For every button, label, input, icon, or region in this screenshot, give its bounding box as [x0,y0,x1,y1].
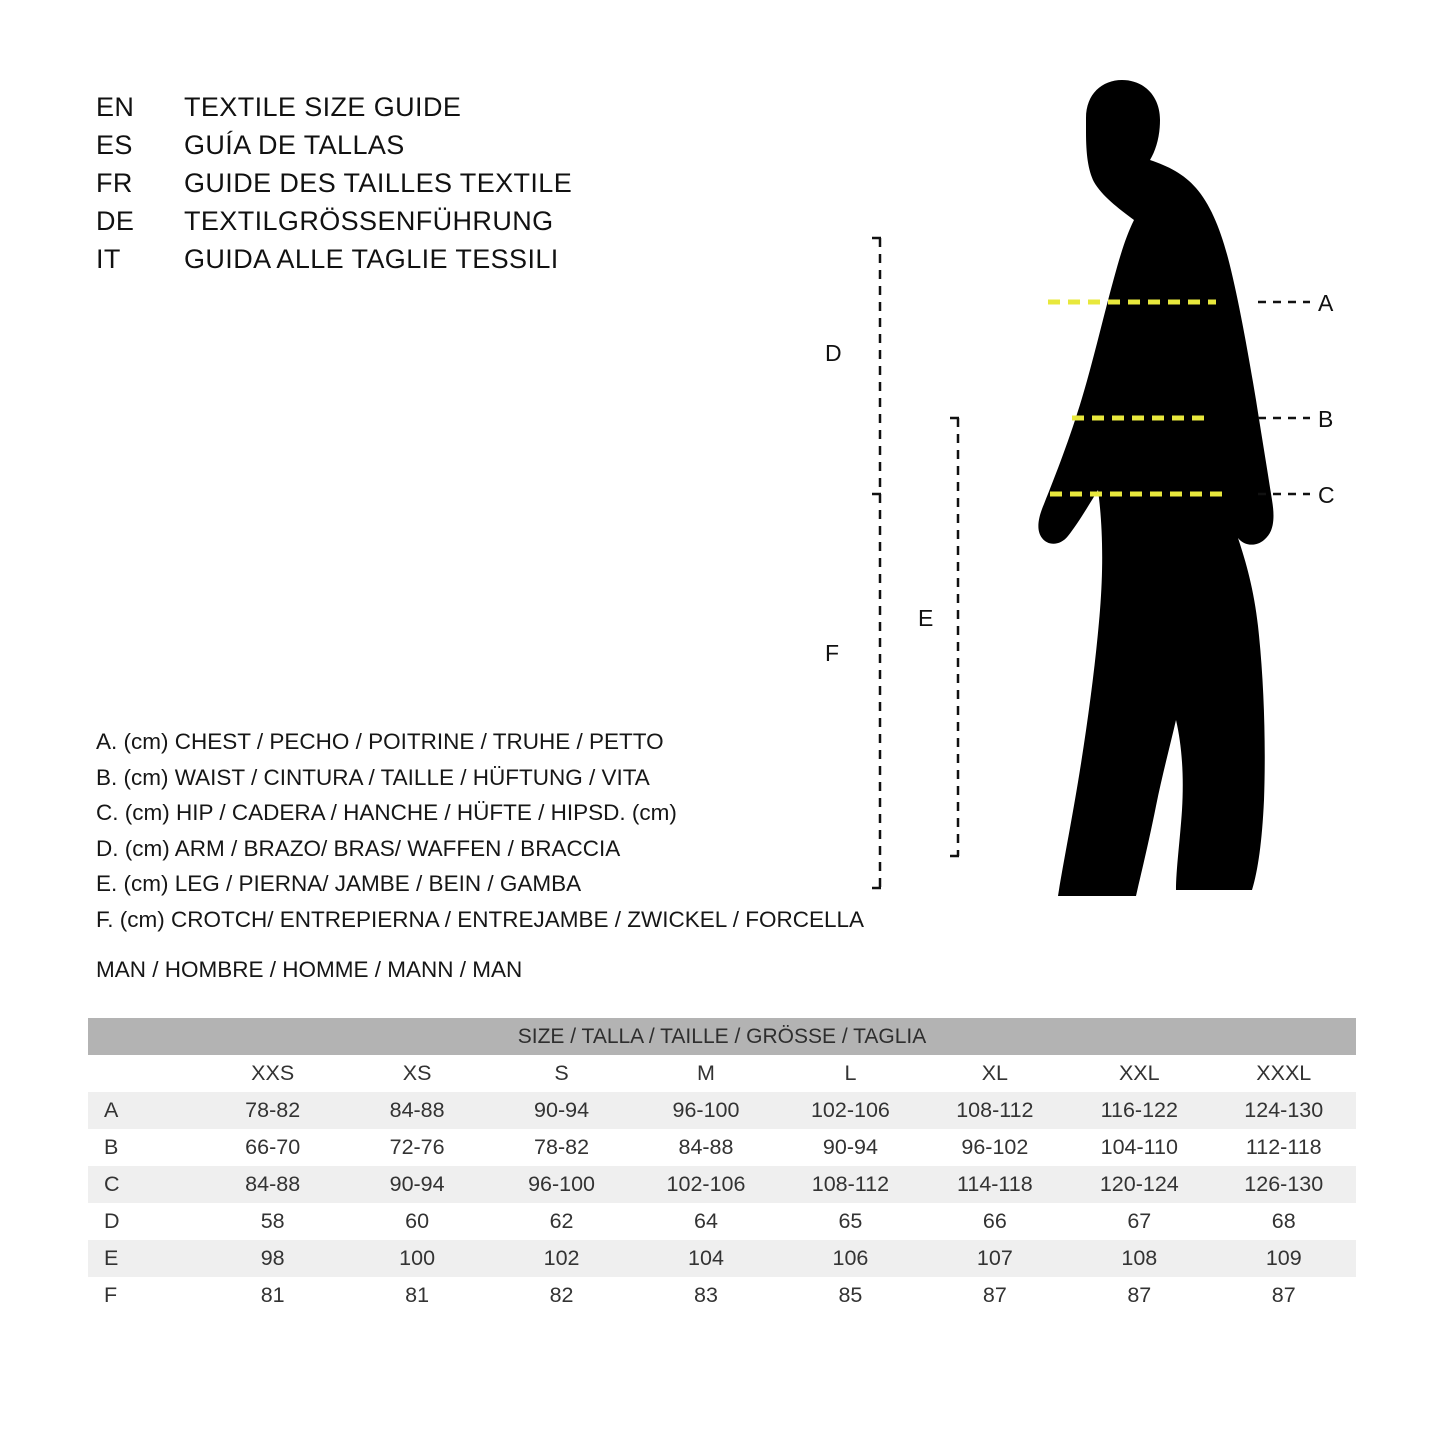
cell-e-xs: 100 [345,1240,489,1277]
legend-item-c: C. (cm) HIP / CADERA / HANCHE / HÜFTE / HIPSD. (cm) [96,800,677,825]
title-text-es: GUÍA DE TALLAS [184,130,405,160]
cell-a-xl: 108-112 [923,1092,1067,1129]
cell-c-m: 102-106 [634,1166,778,1203]
cell-a-s: 90-94 [489,1092,633,1129]
cell-b-m: 84-88 [634,1129,778,1166]
legend-item-e: E. (cm) LEG / PIERNA/ JAMBE / BEIN / GAMBA [96,871,582,896]
title-lang-en: EN [96,92,135,122]
cell-b-xl: 96-102 [923,1129,1067,1166]
table-header-title: SIZE / TALLA / TAILLE / GRÖSSE / TAGLIA [88,1018,1356,1055]
legend-block [96,724,896,937]
cell-e-s: 102 [489,1240,633,1277]
col-header-m: M [634,1055,778,1092]
cell-d-xl: 66 [923,1203,1067,1240]
title-lang-es: ES [96,130,133,160]
table-row [88,1203,1356,1240]
cell-b-xs: 72-76 [345,1129,489,1166]
cell-d-s: 62 [489,1203,633,1240]
row-label-f: F [88,1277,200,1314]
cell-d-m: 64 [634,1203,778,1240]
title-text-en: TEXTILE SIZE GUIDE [184,92,462,122]
dimension-e-bracket [950,418,966,856]
corner-cell [88,1055,200,1092]
vertical-dimensions [872,238,966,888]
title-row-de [96,202,736,240]
cell-c-xxl: 120-124 [1067,1166,1211,1203]
col-header-xxs: XXS [200,1055,344,1092]
cell-e-xxxl: 109 [1212,1240,1356,1277]
size-table-wrapper [88,1018,1356,1314]
row-label-b: B [88,1129,200,1166]
legend-item-a: A. (cm) CHEST / PECHO / POITRINE / TRUHE / PETTO [96,729,664,754]
dimension-label-e: E [918,605,934,631]
dimension-label-f: F [825,640,840,666]
col-header-xxxl: XXXL [1212,1055,1356,1092]
cell-d-xs: 60 [345,1203,489,1240]
male-silhouette-icon [1038,80,1273,896]
table-row [88,1092,1356,1129]
dimension-f-bracket [872,494,888,888]
cell-a-xxxl: 124-130 [1212,1092,1356,1129]
dimension-label-c: C [1318,482,1335,508]
title-text-it: GUIDA ALLE TAGLIE TESSILI [184,244,559,274]
table-header-band [88,1018,1356,1055]
cell-f-l: 85 [778,1277,922,1314]
legend-item-f: F. (cm) CROTCH/ ENTREPIERNA / ENTREJAMBE / ZWICKEL / FORCELLA [96,906,864,932]
cell-e-xxs: 98 [200,1240,344,1277]
cell-a-m: 96-100 [634,1092,778,1129]
cell-f-s: 82 [489,1277,633,1314]
cell-a-xxl: 116-122 [1067,1092,1211,1129]
dimension-d-bracket [872,238,888,494]
dimension-label-d: D [825,340,842,366]
row-label-c: C [88,1166,200,1203]
cell-f-xs: 81 [345,1277,489,1314]
title-row-es [96,126,736,164]
cell-c-l: 108-112 [778,1166,922,1203]
size-table [88,1018,1356,1314]
cell-c-s: 96-100 [489,1166,633,1203]
legend-item-d: D. (cm) ARM / BRAZO/ BRAS/ WAFFEN / BRACCIA [96,835,621,861]
gender-label: MAN / HOMBRE / HOMME / MANN / MAN [96,957,523,982]
row-label-d: D [88,1203,200,1240]
table-column-header-row [88,1055,1356,1092]
cell-f-m: 83 [634,1277,778,1314]
col-header-s: S [489,1055,633,1092]
col-header-xl: XL [923,1055,1067,1092]
cell-b-xxs: 66-70 [200,1129,344,1166]
cell-e-xl: 107 [923,1240,1067,1277]
dimension-label-a: A [1318,290,1334,316]
title-text-de: TEXTILGRÖSSENFÜHRUNG [184,206,554,236]
col-header-xxl: XXL [1067,1055,1211,1092]
title-block [96,88,736,278]
title-lang-fr: FR [96,168,133,198]
cell-b-l: 90-94 [778,1129,922,1166]
title-row-en [96,88,736,126]
silhouette-svg [850,70,1370,950]
col-header-xs: XS [345,1055,489,1092]
cell-c-xxs: 84-88 [200,1166,344,1203]
cell-e-m: 104 [634,1240,778,1277]
table-row [88,1240,1356,1277]
cell-d-xxxl: 68 [1212,1203,1356,1240]
cell-e-l: 106 [778,1240,922,1277]
row-label-e: E [88,1240,200,1277]
table-row [88,1277,1356,1314]
cell-a-xxs: 78-82 [200,1092,344,1129]
title-row-fr [96,164,736,202]
cell-d-xxl: 67 [1067,1203,1211,1240]
table-row [88,1129,1356,1166]
cell-c-xl: 114-118 [923,1166,1067,1203]
cell-a-xs: 84-88 [345,1092,489,1129]
table-row [88,1166,1356,1203]
dimension-label-b: B [1318,406,1334,432]
cell-d-xxs: 58 [200,1203,344,1240]
title-lang-it: IT [96,244,121,274]
title-lang-de: DE [96,206,135,236]
cell-b-xxxl: 112-118 [1212,1129,1356,1166]
title-row-it [96,240,736,278]
cell-b-s: 78-82 [489,1129,633,1166]
measurement-diagram [825,70,1370,950]
col-header-l: L [778,1055,922,1092]
cell-f-xl: 87 [923,1277,1067,1314]
cell-a-l: 102-106 [778,1092,922,1129]
cell-b-xxl: 104-110 [1067,1129,1211,1166]
cell-e-xxl: 108 [1067,1240,1211,1277]
row-label-a: A [88,1092,200,1129]
cell-f-xxxl: 87 [1212,1277,1356,1314]
cell-c-xs: 90-94 [345,1166,489,1203]
cell-c-xxxl: 126-130 [1212,1166,1356,1203]
legend-item-b: B. (cm) WAIST / CINTURA / TAILLE / HÜFTUNG / VITA [96,764,650,790]
cell-f-xxl: 87 [1067,1277,1211,1314]
title-text-fr: GUIDE DES TAILLES TEXTILE [184,168,573,198]
cell-f-xxs: 81 [200,1277,344,1314]
cell-d-l: 65 [778,1203,922,1240]
